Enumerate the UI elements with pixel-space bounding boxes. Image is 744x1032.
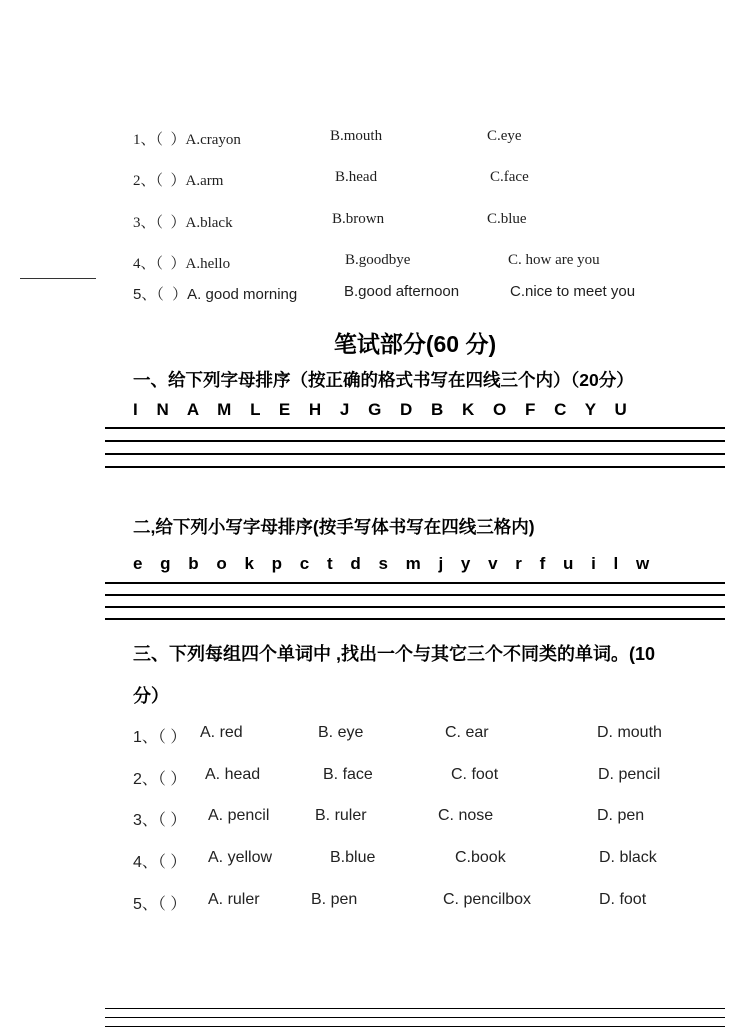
q4-option-d: D. black: [599, 849, 657, 866]
choice-row-4: [133, 252, 744, 274]
odd-one-out-row-1: [133, 724, 733, 746]
choice-4-option-b: B.goodbye: [345, 252, 411, 268]
q2-option-b: B. face: [323, 766, 373, 783]
q2-option-a: A. head: [205, 766, 261, 783]
writing-line: [105, 1017, 725, 1018]
q3-option-c: C. nose: [438, 807, 494, 824]
section2-heading: 二,给下列小写字母排序(按手写体书写在四线三格内): [133, 517, 535, 537]
odd-one-out-row-5: [133, 891, 733, 913]
q2-number: 2、（ ）: [133, 771, 187, 788]
section3-heading-line1: 三、下列每组四个单词中 ,找出一个与其它三个不同类的单词。(10: [133, 644, 656, 664]
writing-line: [105, 618, 725, 620]
odd-one-out-row-4: [133, 849, 733, 871]
section1-heading: 一、给下列字母排序（按正确的格式书写在四线三个内）（20分）: [133, 370, 634, 390]
left-margin-line: [20, 278, 96, 279]
q3-option-a: A. pencil: [208, 807, 270, 824]
writing-line: [105, 1008, 725, 1009]
written-part-title: 笔试部分(60 分): [333, 331, 497, 357]
choice-2-option-a: 2、（ ）A.arm: [133, 173, 224, 189]
section3-heading-line2: 分）: [133, 686, 169, 706]
choice-row-2: [133, 169, 744, 191]
choice-4-option-a: 4、（ ）A.hello: [133, 256, 231, 272]
writing-line: [105, 606, 725, 608]
choice-5-option-a: 5、（ ）A. good morning: [133, 286, 298, 303]
q5-option-b: B. pen: [311, 891, 358, 908]
writing-line: [105, 427, 725, 429]
q5-number: 5、（ ）: [133, 896, 187, 913]
odd-one-out-row-3: [133, 807, 733, 829]
q3-option-d: D. pen: [597, 807, 645, 824]
q1-number: 1、（ ）: [133, 729, 187, 746]
section1-letters: I N A M L E H J G D B K O F C Y U: [133, 400, 627, 419]
choice-1-option-c: C.eye: [487, 128, 522, 144]
q1-option-c: C. ear: [445, 724, 489, 741]
q2-option-d: D. pencil: [598, 766, 661, 783]
writing-line: [105, 594, 725, 596]
choice-row-3: [133, 211, 744, 233]
q3-option-b: B. ruler: [315, 807, 367, 824]
choice-3-option-c: C.blue: [487, 211, 527, 227]
choice-1-option-a: 1、（ ）A.crayon: [133, 132, 241, 148]
choice-5-option-c: C.nice to meet you: [510, 283, 636, 300]
q5-option-c: C. pencilbox: [443, 891, 532, 908]
q1-option-b: B. eye: [318, 724, 364, 741]
writing-line: [105, 466, 725, 468]
section2-letters: e g b o k p c t d s m j y v r f u i l w: [133, 554, 650, 573]
choice-1-option-b: B.mouth: [330, 128, 383, 144]
q5-option-d: D. foot: [599, 891, 647, 908]
writing-line: [105, 1026, 725, 1027]
q4-option-c: C.book: [455, 849, 506, 866]
choice-row-1: [133, 128, 744, 150]
choice-3-option-a: 3、（ ）A.black: [133, 215, 233, 231]
odd-one-out-row-2: [133, 766, 733, 788]
q2-option-c: C. foot: [451, 766, 499, 783]
writing-line: [105, 582, 725, 584]
choice-3-option-b: B.brown: [332, 211, 385, 227]
q4-number: 4、（ ）: [133, 854, 187, 871]
q5-option-a: A. ruler: [208, 891, 260, 908]
writing-line: [105, 440, 725, 442]
choice-5-option-b: B.good afternoon: [344, 283, 460, 300]
q1-option-a: A. red: [200, 724, 243, 741]
choice-2-option-c: C.face: [490, 169, 529, 185]
q1-option-d: D. mouth: [597, 724, 662, 741]
choice-4-option-c: C. how are you: [508, 252, 600, 268]
writing-line: [105, 453, 725, 455]
choice-row-5: [133, 283, 744, 305]
q4-option-a: A. yellow: [208, 849, 273, 866]
choice-2-option-b: B.head: [335, 169, 378, 185]
q3-number: 3、（ ）: [133, 812, 187, 829]
q4-option-b: B.blue: [330, 849, 376, 866]
